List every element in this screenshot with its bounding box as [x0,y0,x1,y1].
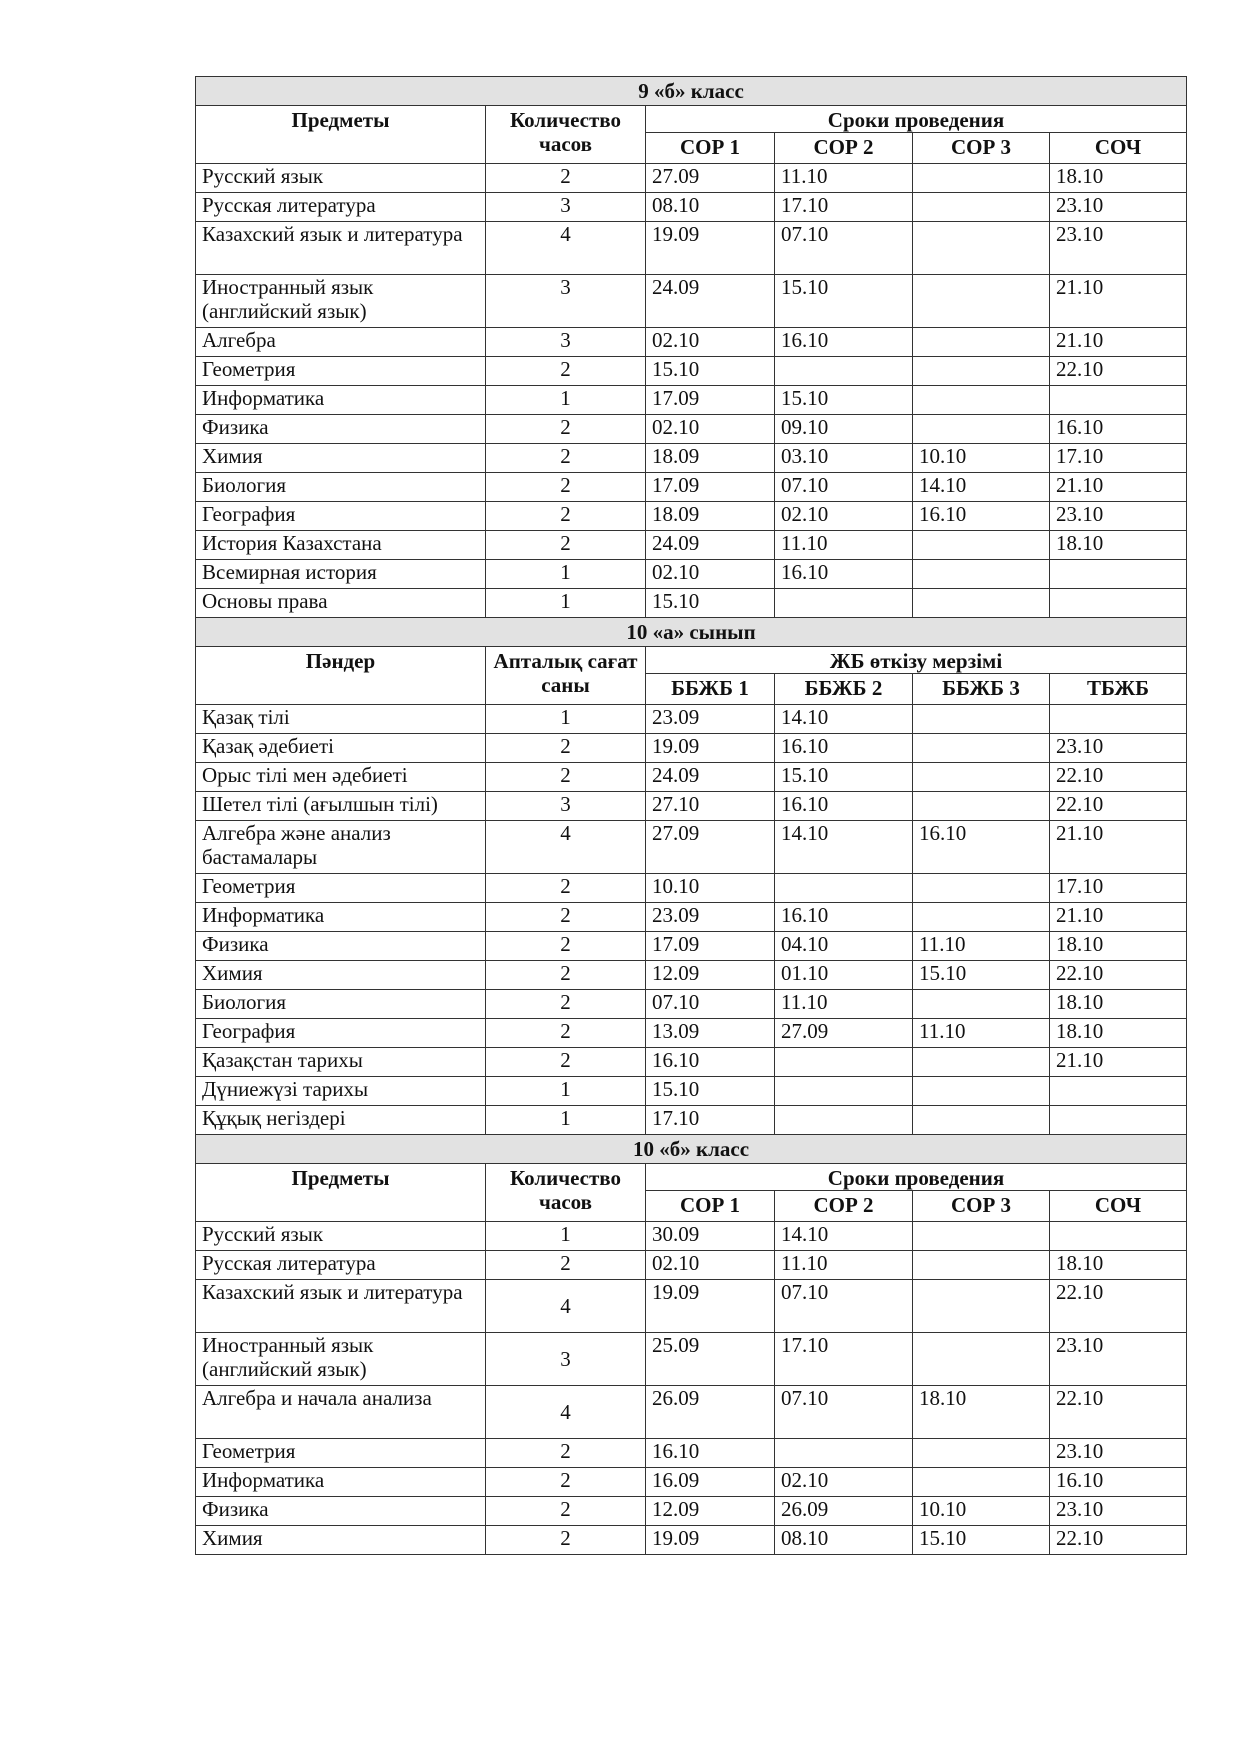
date-cell [913,560,1050,589]
section-title: 10 «б» класс [196,1135,1187,1164]
hours-cell: 2 [486,1526,646,1555]
date-cell: 02.10 [646,560,775,589]
date-cell [1050,1222,1187,1251]
date-cell: 19.09 [646,1526,775,1555]
date-cell: 08.10 [775,1526,913,1555]
date-cell: 16.10 [646,1439,775,1468]
date-cell: 19.09 [646,222,775,275]
date-cell [1050,1077,1187,1106]
date-cell [913,1333,1050,1386]
date-cell: 17.09 [646,932,775,961]
date-cell: 15.10 [646,1077,775,1106]
date-cell: 15.10 [775,386,913,415]
date-cell: 27.10 [646,792,775,821]
date-cell [913,1251,1050,1280]
table-row [196,932,1187,961]
table-row [196,1333,1187,1386]
date-cell: 15.10 [913,961,1050,990]
date-cell: 21.10 [1050,328,1187,357]
table-row [196,734,1187,763]
date-cell [913,1222,1050,1251]
date-cell: 15.10 [775,763,913,792]
hours-cell: 3 [486,328,646,357]
date-cell [913,874,1050,903]
assessment-column-header: СОР 1 [646,1191,775,1222]
date-cell [913,1048,1050,1077]
table-row [196,990,1187,1019]
date-cell: 16.10 [775,792,913,821]
date-cell: 16.10 [775,560,913,589]
date-cell: 18.10 [1050,990,1187,1019]
hours-cell: 2 [486,1439,646,1468]
date-cell: 24.09 [646,763,775,792]
assessment-column-header: СОР 1 [646,133,775,164]
date-cell: 23.10 [1050,1333,1187,1386]
date-cell [913,328,1050,357]
table-row [196,473,1187,502]
date-cell [913,386,1050,415]
subject-cell: Основы права [196,589,486,618]
date-cell: 12.09 [646,961,775,990]
hours-cell: 4 [486,1386,646,1439]
table-row [196,1048,1187,1077]
hours-cell: 2 [486,531,646,560]
section-title-row [196,77,1187,106]
date-cell: 21.10 [1050,1048,1187,1077]
date-cell: 18.09 [646,502,775,531]
table-row [196,821,1187,874]
date-cell: 24.09 [646,531,775,560]
date-cell [775,357,913,386]
hours-cell: 3 [486,1333,646,1386]
table-row [196,903,1187,932]
subject-cell: Геометрия [196,357,486,386]
date-cell: 23.10 [1050,1497,1187,1526]
date-cell [913,531,1050,560]
date-cell: 30.09 [646,1222,775,1251]
date-cell: 23.10 [1050,734,1187,763]
hours-cell: 2 [486,961,646,990]
section-title: 10 «а» сынып [196,618,1187,647]
assessment-column-header: СОЧ [1050,1191,1187,1222]
date-cell: 18.10 [1050,164,1187,193]
hours-column-header: Количество часов [486,1164,646,1222]
subject-cell: Химия [196,444,486,473]
date-cell [913,275,1050,328]
date-cell: 18.10 [1050,531,1187,560]
subject-cell: Шетел тілі (ағылшын тілі) [196,792,486,821]
subject-cell: Физика [196,1497,486,1526]
hours-cell: 2 [486,903,646,932]
subject-cell: История Казахстана [196,531,486,560]
hours-cell: 2 [486,932,646,961]
hours-cell: 3 [486,275,646,328]
hours-cell: 2 [486,473,646,502]
date-cell: 11.10 [775,164,913,193]
subject-cell: Информатика [196,1468,486,1497]
date-cell: 10.10 [913,1497,1050,1526]
date-cell: 23.10 [1050,1439,1187,1468]
date-cell [913,589,1050,618]
hours-cell: 2 [486,357,646,386]
hours-cell: 1 [486,705,646,734]
date-cell [913,193,1050,222]
date-cell: 15.10 [646,589,775,618]
table-row [196,222,1187,275]
table-row [196,502,1187,531]
table-row [196,1106,1187,1135]
date-cell: 21.10 [1050,821,1187,874]
hours-cell: 2 [486,415,646,444]
date-cell: 16.10 [646,1048,775,1077]
assessment-column-header: СОР 3 [913,1191,1050,1222]
date-cell: 07.10 [775,1280,913,1333]
date-cell: 07.10 [775,222,913,275]
subject-cell: Иностранный язык (английский язык) [196,275,486,328]
date-cell: 16.10 [1050,1468,1187,1497]
date-cell: 14.10 [775,821,913,874]
date-cell: 22.10 [1050,357,1187,386]
date-cell [1050,705,1187,734]
date-cell: 16.10 [1050,415,1187,444]
date-cell: 16.10 [913,821,1050,874]
date-cell: 17.10 [775,193,913,222]
date-cell: 14.10 [913,473,1050,502]
date-cell: 14.10 [775,705,913,734]
hours-cell: 1 [486,1222,646,1251]
date-cell: 16.10 [775,734,913,763]
date-cell: 11.10 [913,932,1050,961]
date-cell [775,1077,913,1106]
date-cell: 23.10 [1050,502,1187,531]
table-row [196,1439,1187,1468]
date-cell: 24.09 [646,275,775,328]
subject-cell: Биология [196,473,486,502]
hours-cell: 2 [486,1251,646,1280]
subject-cell: Қазақстан тарихы [196,1048,486,1077]
subject-cell: Алгебра [196,328,486,357]
subject-cell: Алгебра және анализ бастамалары [196,821,486,874]
date-cell: 07.10 [646,990,775,1019]
table-row [196,1222,1187,1251]
subject-cell: Русская литература [196,193,486,222]
date-cell [775,874,913,903]
table-row [196,164,1187,193]
hours-cell: 2 [486,990,646,1019]
subject-cell: География [196,502,486,531]
hours-cell: 4 [486,222,646,275]
date-cell: 22.10 [1050,961,1187,990]
date-cell: 08.10 [646,193,775,222]
date-cell: 18.09 [646,444,775,473]
hours-column-header: Количество часов [486,106,646,164]
date-cell [913,734,1050,763]
date-cell: 26.09 [775,1497,913,1526]
table-row [196,560,1187,589]
date-cell: 22.10 [1050,1526,1187,1555]
table-row [196,589,1187,618]
date-cell: 21.10 [1050,473,1187,502]
date-cell [913,705,1050,734]
date-cell [775,589,913,618]
table-row [196,1077,1187,1106]
date-cell: 16.10 [913,502,1050,531]
date-cell: 02.10 [775,1468,913,1497]
date-cell: 12.09 [646,1497,775,1526]
date-cell: 04.10 [775,932,913,961]
section-title: 9 «б» класс [196,77,1187,106]
hours-column-header: Апталық сағат саны [486,647,646,705]
assessment-column-header: СОР 2 [775,1191,913,1222]
header-row [196,106,1187,133]
hours-cell: 1 [486,560,646,589]
assessment-column-header: ББЖБ 2 [775,674,913,705]
date-cell: 23.09 [646,903,775,932]
subject-cell: Қазақ тілі [196,705,486,734]
date-cell: 10.10 [646,874,775,903]
table-row [196,1526,1187,1555]
date-cell: 27.09 [775,1019,913,1048]
subject-cell: Русский язык [196,164,486,193]
date-cell: 26.09 [646,1386,775,1439]
date-cell [913,222,1050,275]
date-cell [1050,560,1187,589]
schedule-range-header: Сроки проведения [646,106,1187,133]
date-cell: 14.10 [775,1222,913,1251]
table-row [196,444,1187,473]
table-row [196,1497,1187,1526]
date-cell: 18.10 [913,1386,1050,1439]
date-cell: 22.10 [1050,792,1187,821]
assessment-column-header: ББЖБ 3 [913,674,1050,705]
date-cell: 02.10 [646,1251,775,1280]
subject-cell: Русская литература [196,1251,486,1280]
hours-cell: 1 [486,386,646,415]
date-cell: 18.10 [1050,1251,1187,1280]
subject-cell: Химия [196,1526,486,1555]
table-row [196,1019,1187,1048]
date-cell: 09.10 [775,415,913,444]
subject-cell: Дүниежүзі тарихы [196,1077,486,1106]
hours-cell: 4 [486,821,646,874]
subject-cell: Геометрия [196,874,486,903]
date-cell [775,1048,913,1077]
date-cell: 13.09 [646,1019,775,1048]
hours-cell: 2 [486,1048,646,1077]
table-row [196,874,1187,903]
date-cell [913,1468,1050,1497]
date-cell [913,357,1050,386]
date-cell: 15.10 [913,1526,1050,1555]
date-cell: 16.09 [646,1468,775,1497]
assessment-column-header: СОЧ [1050,133,1187,164]
subject-cell: Информатика [196,386,486,415]
hours-cell: 3 [486,792,646,821]
table-row [196,705,1187,734]
date-cell: 16.10 [775,903,913,932]
date-cell [913,990,1050,1019]
date-cell [913,1280,1050,1333]
date-cell [913,1077,1050,1106]
date-cell: 23.10 [1050,193,1187,222]
date-cell: 11.10 [775,531,913,560]
subject-cell: Химия [196,961,486,990]
table-row [196,763,1187,792]
date-cell: 21.10 [1050,903,1187,932]
subject-column-header: Предметы [196,106,486,164]
table-row [196,386,1187,415]
table-row [196,1468,1187,1497]
date-cell [913,903,1050,932]
table-row [196,415,1187,444]
hours-cell: 2 [486,734,646,763]
date-cell [913,415,1050,444]
subject-cell: Казахский язык и литература [196,222,486,275]
assessment-column-header: ТБЖБ [1050,674,1187,705]
hours-cell: 2 [486,1468,646,1497]
date-cell: 17.10 [1050,444,1187,473]
hours-cell: 1 [486,589,646,618]
table-row [196,792,1187,821]
date-cell: 03.10 [775,444,913,473]
date-cell [1050,1106,1187,1135]
date-cell: 27.09 [646,164,775,193]
date-cell: 17.10 [1050,874,1187,903]
subject-cell: Құқық негіздері [196,1106,486,1135]
subject-cell: Русский язык [196,1222,486,1251]
assessment-column-header: СОР 3 [913,133,1050,164]
date-cell [775,1439,913,1468]
table-row [196,357,1187,386]
date-cell: 17.09 [646,473,775,502]
assessment-column-header: СОР 2 [775,133,913,164]
hours-cell: 2 [486,874,646,903]
date-cell: 16.10 [775,328,913,357]
table-row [196,531,1187,560]
subject-cell: Орыс тілі мен әдебиеті [196,763,486,792]
hours-cell: 2 [486,1497,646,1526]
table-row [196,961,1187,990]
date-cell: 02.10 [646,328,775,357]
subject-cell: Всемирная история [196,560,486,589]
date-cell: 22.10 [1050,763,1187,792]
date-cell: 17.10 [775,1333,913,1386]
date-cell: 18.10 [1050,1019,1187,1048]
table-row [196,1251,1187,1280]
section-title-row [196,1135,1187,1164]
date-cell [1050,589,1187,618]
table-row [196,328,1187,357]
subject-cell: Информатика [196,903,486,932]
date-cell [913,763,1050,792]
date-cell: 25.09 [646,1333,775,1386]
hours-cell: 2 [486,1019,646,1048]
hours-cell: 2 [486,444,646,473]
date-cell: 27.09 [646,821,775,874]
header-row [196,647,1187,674]
date-cell: 02.10 [775,502,913,531]
date-cell: 21.10 [1050,275,1187,328]
subject-cell: География [196,1019,486,1048]
date-cell [913,792,1050,821]
header-row [196,1164,1187,1191]
subject-column-header: Предметы [196,1164,486,1222]
date-cell: 17.09 [646,386,775,415]
table-row [196,193,1187,222]
subject-cell: Физика [196,932,486,961]
date-cell: 18.10 [1050,932,1187,961]
date-cell: 01.10 [775,961,913,990]
hours-cell: 4 [486,1280,646,1333]
schedule-sheet [195,76,1186,1555]
date-cell [775,1106,913,1135]
date-cell: 23.09 [646,705,775,734]
schedule-range-header: Сроки проведения [646,1164,1187,1191]
date-cell: 07.10 [775,1386,913,1439]
date-cell: 23.10 [1050,222,1187,275]
date-cell: 11.10 [775,990,913,1019]
assessment-schedule-table [195,76,1187,1555]
subject-cell: Алгебра и начала анализа [196,1386,486,1439]
hours-cell: 1 [486,1077,646,1106]
subject-cell: Қазақ әдебиеті [196,734,486,763]
date-cell: 22.10 [1050,1386,1187,1439]
hours-cell: 2 [486,164,646,193]
hours-cell: 2 [486,502,646,531]
date-cell: 19.09 [646,734,775,763]
date-cell [913,1439,1050,1468]
date-cell: 15.10 [646,357,775,386]
date-cell: 02.10 [646,415,775,444]
date-cell [913,164,1050,193]
assessment-column-header: ББЖБ 1 [646,674,775,705]
date-cell: 11.10 [775,1251,913,1280]
subject-cell: Физика [196,415,486,444]
subject-cell: Иностранный язык (английский язык) [196,1333,486,1386]
section-title-row [196,618,1187,647]
table-row [196,1280,1187,1333]
subject-column-header: Пәндер [196,647,486,705]
date-cell: 10.10 [913,444,1050,473]
schedule-range-header: ЖБ өткізу мерзімі [646,647,1187,674]
date-cell: 11.10 [913,1019,1050,1048]
hours-cell: 3 [486,193,646,222]
hours-cell: 1 [486,1106,646,1135]
subject-cell: Биология [196,990,486,1019]
date-cell: 22.10 [1050,1280,1187,1333]
subject-cell: Геометрия [196,1439,486,1468]
date-cell: 15.10 [775,275,913,328]
hours-cell: 2 [486,763,646,792]
date-cell: 17.10 [646,1106,775,1135]
date-cell [913,1106,1050,1135]
date-cell: 19.09 [646,1280,775,1333]
table-row [196,275,1187,328]
date-cell: 07.10 [775,473,913,502]
table-row [196,1386,1187,1439]
subject-cell: Казахский язык и литература [196,1280,486,1333]
date-cell [1050,386,1187,415]
